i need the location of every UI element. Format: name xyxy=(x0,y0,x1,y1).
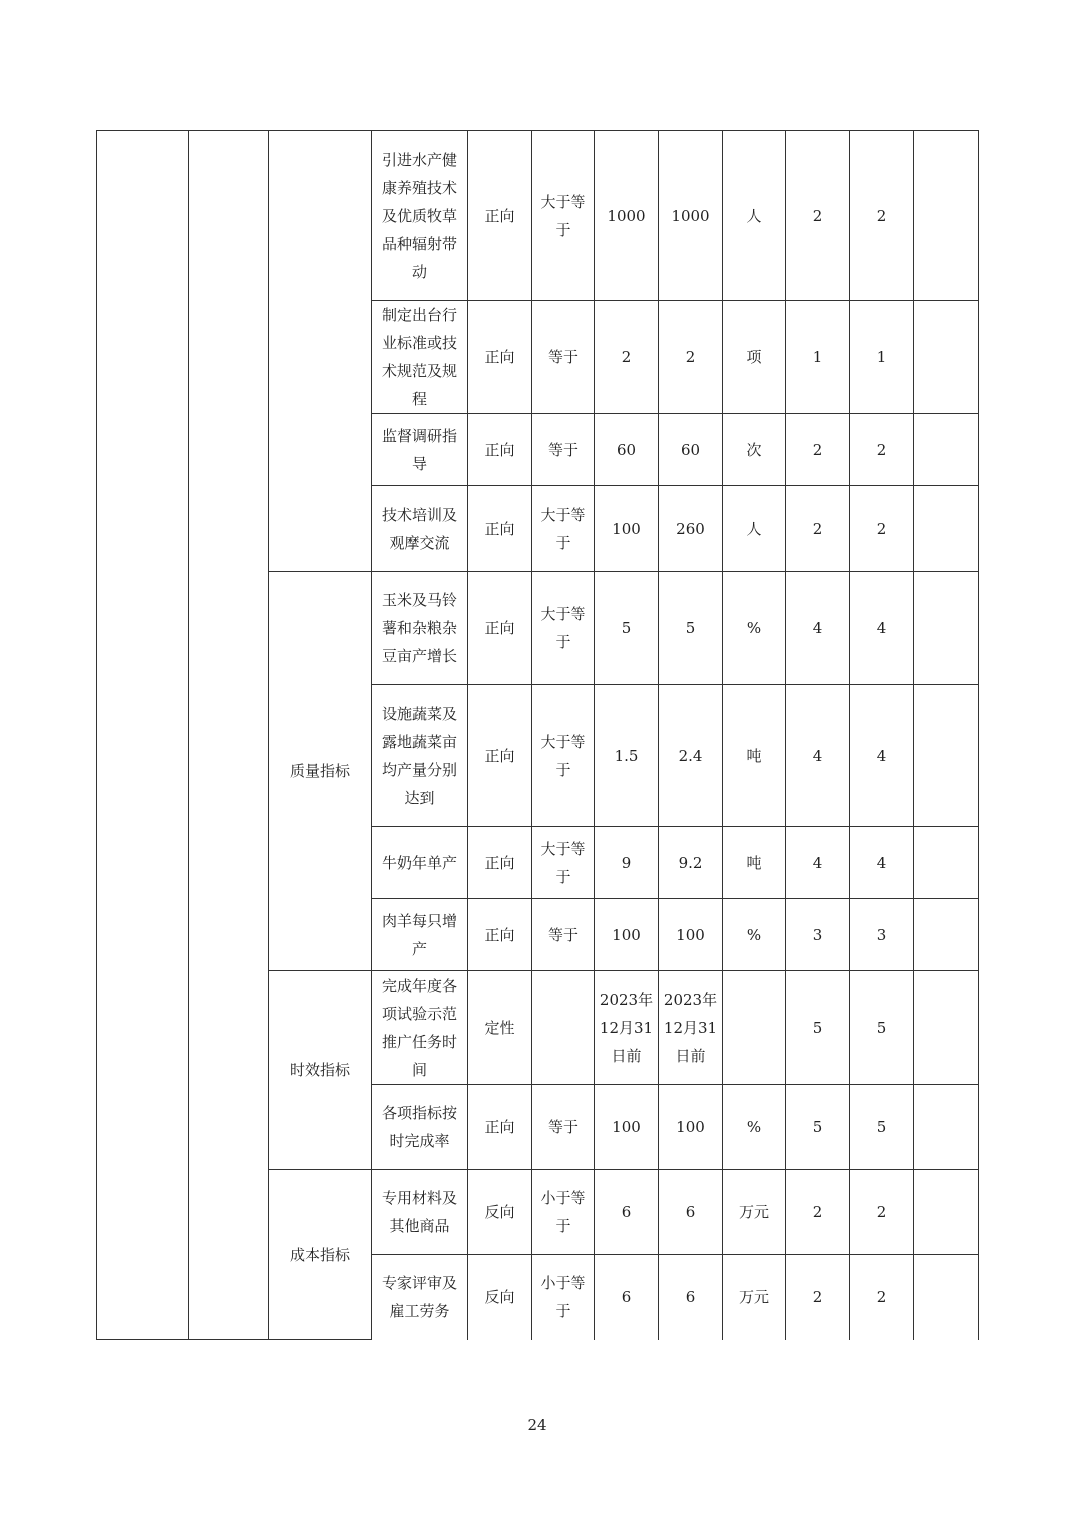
target-value-cell: 100 xyxy=(595,486,659,572)
unit-cell: 人 xyxy=(723,486,786,572)
direction-cell: 正向 xyxy=(468,301,532,414)
operator-cell: 大于等于 xyxy=(532,131,595,301)
score-cell: 2 xyxy=(850,1255,914,1340)
level3-indicator-cell xyxy=(269,131,372,572)
target-value-cell: 2023年12月31日前 xyxy=(595,971,659,1085)
target-value-cell: 1000 xyxy=(595,131,659,301)
weight-cell: 4 xyxy=(786,685,850,827)
note-cell xyxy=(914,1255,979,1340)
target-value-cell: 9 xyxy=(595,827,659,899)
score-cell: 2 xyxy=(850,414,914,486)
note-cell xyxy=(914,301,979,414)
indicator-name-cell: 牛奶年单产 xyxy=(372,827,468,899)
direction-cell: 反向 xyxy=(468,1170,532,1255)
score-cell: 2 xyxy=(850,131,914,301)
actual-value-cell: 6 xyxy=(659,1255,723,1340)
note-cell xyxy=(914,486,979,572)
weight-cell: 5 xyxy=(786,1085,850,1170)
score-cell: 3 xyxy=(850,899,914,971)
indicator-name-cell: 引进水产健康养殖技术及优质牧草品种辐射带动 xyxy=(372,131,468,301)
unit-cell: 吨 xyxy=(723,827,786,899)
direction-cell: 正向 xyxy=(468,1085,532,1170)
direction-cell: 反向 xyxy=(468,1255,532,1340)
actual-value-cell: 2.4 xyxy=(659,685,723,827)
unit-cell: 万元 xyxy=(723,1170,786,1255)
weight-cell: 3 xyxy=(786,899,850,971)
unit-cell: 项 xyxy=(723,301,786,414)
note-cell xyxy=(914,572,979,685)
note-cell xyxy=(914,1085,979,1170)
table-body xyxy=(97,131,979,1340)
note-cell xyxy=(914,1170,979,1255)
direction-cell: 正向 xyxy=(468,572,532,685)
actual-value-cell: 9.2 xyxy=(659,827,723,899)
direction-cell: 定性 xyxy=(468,971,532,1085)
actual-value-cell: 2023年12月31日前 xyxy=(659,971,723,1085)
indicator-name-cell: 专家评审及雇工劳务 xyxy=(372,1255,468,1340)
operator-cell: 等于 xyxy=(532,301,595,414)
unit-cell: % xyxy=(723,572,786,685)
level3-indicator-cell: 质量指标 xyxy=(269,572,372,971)
actual-value-cell: 260 xyxy=(659,486,723,572)
target-value-cell: 6 xyxy=(595,1170,659,1255)
score-cell: 5 xyxy=(850,971,914,1085)
indicator-name-cell: 各项指标按时完成率 xyxy=(372,1085,468,1170)
weight-cell: 5 xyxy=(786,971,850,1085)
target-value-cell: 100 xyxy=(595,1085,659,1170)
note-cell xyxy=(914,899,979,971)
target-value-cell: 2 xyxy=(595,301,659,414)
score-cell: 4 xyxy=(850,685,914,827)
actual-value-cell: 5 xyxy=(659,572,723,685)
score-cell: 4 xyxy=(850,572,914,685)
operator-cell: 大于等于 xyxy=(532,685,595,827)
operator-cell: 等于 xyxy=(532,414,595,486)
weight-cell: 2 xyxy=(786,486,850,572)
note-cell xyxy=(914,827,979,899)
weight-cell: 2 xyxy=(786,414,850,486)
direction-cell: 正向 xyxy=(468,131,532,301)
score-cell: 2 xyxy=(850,1170,914,1255)
operator-cell: 小于等于 xyxy=(532,1170,595,1255)
operator-cell: 小于等于 xyxy=(532,1255,595,1340)
level2-indicator-cell xyxy=(189,131,269,1340)
level3-indicator-cell: 时效指标 xyxy=(269,971,372,1170)
indicator-name-cell: 肉羊每只增产 xyxy=(372,899,468,971)
weight-cell: 2 xyxy=(786,1170,850,1255)
direction-cell: 正向 xyxy=(468,827,532,899)
actual-value-cell: 2 xyxy=(659,301,723,414)
note-cell xyxy=(914,414,979,486)
unit-cell: 次 xyxy=(723,414,786,486)
target-value-cell: 1.5 xyxy=(595,685,659,827)
note-cell xyxy=(914,685,979,827)
target-value-cell: 60 xyxy=(595,414,659,486)
weight-cell: 1 xyxy=(786,301,850,414)
direction-cell: 正向 xyxy=(468,486,532,572)
weight-cell: 4 xyxy=(786,827,850,899)
target-value-cell: 5 xyxy=(595,572,659,685)
page-number: 24 xyxy=(527,1416,547,1434)
table-row xyxy=(97,131,979,301)
target-value-cell: 100 xyxy=(595,899,659,971)
level1-indicator-cell xyxy=(97,131,189,1340)
actual-value-cell: 100 xyxy=(659,899,723,971)
unit-cell: 万元 xyxy=(723,1255,786,1340)
unit-cell xyxy=(723,971,786,1085)
indicator-name-cell: 玉米及马铃薯和杂粮杂豆亩产增长 xyxy=(372,572,468,685)
direction-cell: 正向 xyxy=(468,685,532,827)
actual-value-cell: 1000 xyxy=(659,131,723,301)
unit-cell: 人 xyxy=(723,131,786,301)
performance-indicator-table xyxy=(96,130,979,1340)
unit-cell: 吨 xyxy=(723,685,786,827)
indicator-name-cell: 设施蔬菜及露地蔬菜亩均产量分别达到 xyxy=(372,685,468,827)
target-value-cell: 6 xyxy=(595,1255,659,1340)
unit-cell: % xyxy=(723,1085,786,1170)
score-cell: 4 xyxy=(850,827,914,899)
operator-cell: 大于等于 xyxy=(532,827,595,899)
weight-cell: 2 xyxy=(786,1255,850,1340)
weight-cell: 4 xyxy=(786,572,850,685)
operator-cell xyxy=(532,971,595,1085)
note-cell xyxy=(914,131,979,301)
direction-cell: 正向 xyxy=(468,414,532,486)
operator-cell: 等于 xyxy=(532,899,595,971)
indicator-name-cell: 专用材料及其他商品 xyxy=(372,1170,468,1255)
operator-cell: 等于 xyxy=(532,1085,595,1170)
note-cell xyxy=(914,971,979,1085)
indicator-name-cell: 技术培训及观摩交流 xyxy=(372,486,468,572)
actual-value-cell: 60 xyxy=(659,414,723,486)
score-cell: 2 xyxy=(850,486,914,572)
actual-value-cell: 100 xyxy=(659,1085,723,1170)
indicator-name-cell: 完成年度各项试验示范推广任务时间 xyxy=(372,971,468,1085)
operator-cell: 大于等于 xyxy=(532,486,595,572)
direction-cell: 正向 xyxy=(468,899,532,971)
unit-cell: % xyxy=(723,899,786,971)
actual-value-cell: 6 xyxy=(659,1170,723,1255)
weight-cell: 2 xyxy=(786,131,850,301)
operator-cell: 大于等于 xyxy=(532,572,595,685)
indicator-name-cell: 制定出台行业标准或技术规范及规程 xyxy=(372,301,468,414)
score-cell: 1 xyxy=(850,301,914,414)
level3-indicator-cell: 成本指标 xyxy=(269,1170,372,1340)
score-cell: 5 xyxy=(850,1085,914,1170)
indicator-name-cell: 监督调研指导 xyxy=(372,414,468,486)
